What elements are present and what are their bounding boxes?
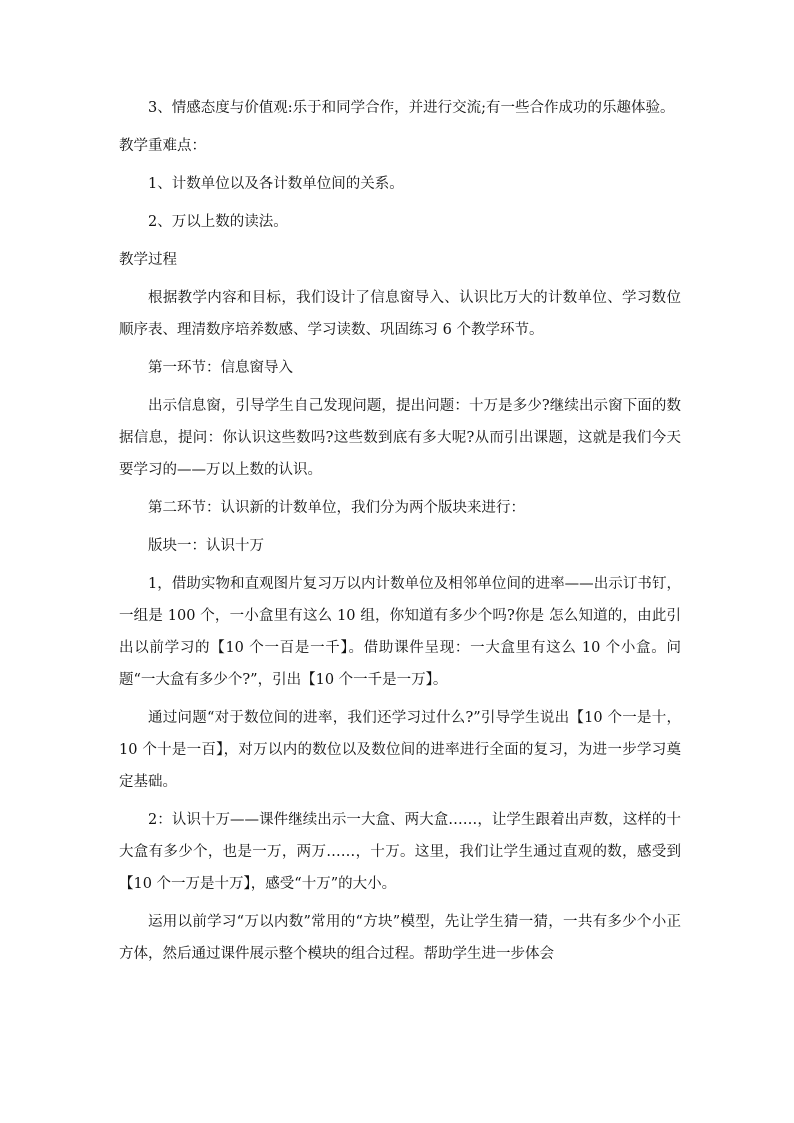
- heading-stage-one: 第一环节：信息窗导入: [148, 360, 293, 376]
- list-item-reading-numbers: 2、万以上数的读法。: [148, 214, 288, 230]
- paragraph-block-model: 运用以前学习“万以内数”常用的“方块”模型，先让学生猜一猜，一共有多少个小正方体，然后通过课件展示整个模块的组合过程。帮助学生进一步体会: [119, 914, 681, 962]
- heading-teaching-process: 教学过程: [119, 252, 177, 268]
- list-item-counting-units: 1、计数单位以及各计数单位间的关系。: [148, 176, 404, 192]
- paragraph-emotional-goals: 3、情感态度与价值观:乐于和同学合作，并进行交流;有一些合作成功的乐趣体验。: [148, 100, 675, 116]
- heading-block-one: 版块一：认识十万: [148, 538, 264, 554]
- paragraph-teaching-design: 根据教学内容和目标，我们设计了信息窗导入、认识比万大的计数单位、学习数位顺序表、理清数序培养数感、学习读数、巩固练习 6 个教学环节。: [119, 290, 681, 338]
- paragraph-hundred-thousand: 2：认识十万——课件继续出示一大盒、两大盒……，让学生跟着出声数，这样的十大盒有多少个，也是一万，两万……，十万。这里，我们让学生通过直观的数，感受到【10 个一万是十万】，感受“十万”的大小。: [119, 812, 681, 892]
- paragraph-stage-one: 出示信息窗，引导学生自己发现问题，提出问题：十万是多少?继续出示窗下面的数据信息，提问：你认识这些数吗?这些数到底有多大呢?从而引出课题，这就是我们今天要学习的——万以上数的认识。: [119, 398, 681, 478]
- document-body: [119, 92, 681, 976]
- heading-key-difficulties: 教学重难点：: [119, 138, 206, 154]
- paragraph-review-units: 1，借助实物和直观图片复习万以内计数单位及相邻单位间的进率——出示订书钉，一组是 100 个，一小盒里有这么 10 组，你知道有多少个吗?你是 怎么知道的，由此引出以前学习的【10 个一百是一千】。借助课件呈现：一大盒里有这么 10 个小盒。问题“一大盒有多少个?”，引出【10 个一千是一万】。: [119, 576, 681, 688]
- paragraph-ratio-review: 通过问题“对于数位间的进率，我们还学习过什么?”引导学生说出【10 个一是十，10 个十是一百】，对万以内的数位以及数位间的进率进行全面的复习，为进一步学习奠定基础。: [119, 710, 681, 790]
- heading-stage-two: 第二环节：认识新的计数单位，我们分为两个版块来进行：: [148, 500, 525, 516]
